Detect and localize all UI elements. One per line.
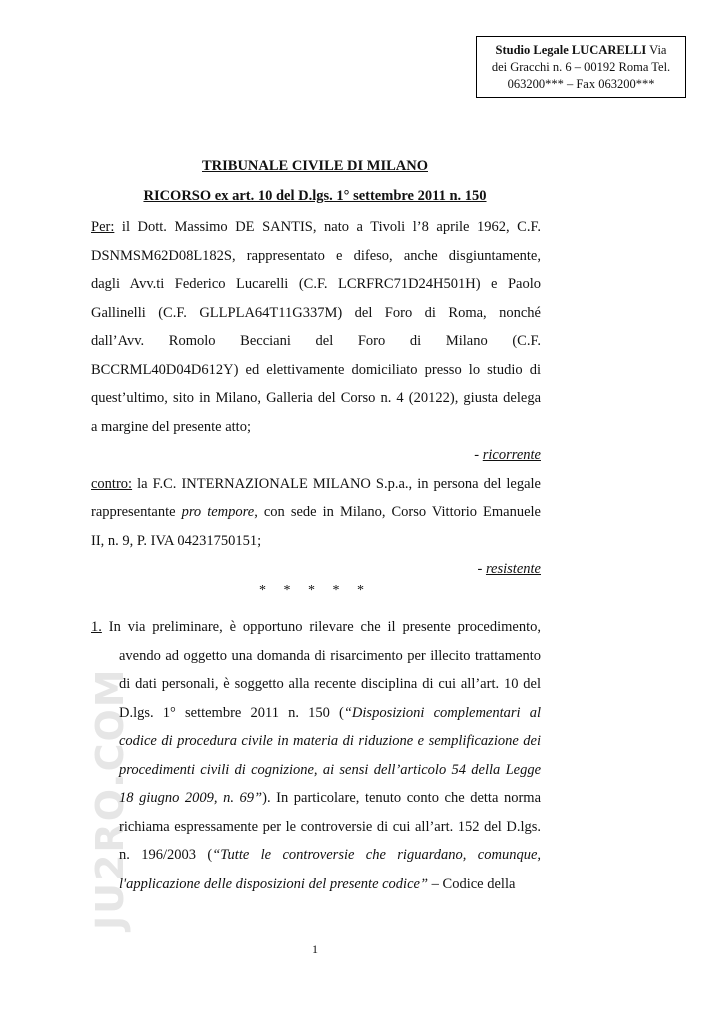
appeal-title: RICORSO ex art. 10 del D.lgs. 1° settembre 2011 n. 150 [143,188,487,204]
para1-line-4 [119,698,541,728]
role-ricorrente-label: ricorrente [482,447,541,463]
contro-label: contro: [91,476,133,492]
contro-text-2a: rappresentante [91,504,182,520]
para1-text-10b: – Codice della [428,876,516,892]
contro-line-2 [91,497,541,527]
court-title: TRIBUNALE CIVILE DI MILANO [202,158,428,174]
para1-line-8: richiama espressamente per le controversie di cui all’art. 152 del D.lgs. [119,819,541,835]
per-line-7: quest’ultimo, sito in Milano, Galleria del Corso n. 4 (20122), giusta delega [91,390,541,406]
page-number: 1 [312,942,318,956]
per-text-1: il Dott. Massimo DE SANTIS, nato a Tivoli l’8 aprile 1962, C.F. [114,219,541,235]
section-separator: * * * * * [259,583,371,598]
para1-text-7b: ). In particolare, tenuto conto che detta norma [262,790,542,806]
per-line-1 [91,212,541,242]
para1-line-9 [119,840,541,870]
para1-text-4i: “Disposizioni complementari al [343,705,541,721]
contro-line-3: II, n. 9, P. IVA 04231750151; [91,533,262,549]
para1-text-9i: “Tutte le controversie che riguardano, comunque, [212,847,542,863]
para1-line-6: procedimenti civili di cognizione, ai sensi dell’articolo 54 della Legge [119,762,541,778]
per-line-4: Gallinelli (C.F. GLLPLA64T11G337M) del Foro di Roma, nonché [91,305,541,321]
letterhead-via: Via [646,43,667,57]
per-label: Per: [91,219,115,235]
letterhead-line-3: 063200*** – Fax 063200*** [507,77,655,91]
para1-line-5: codice di procedura civile in materia di riduzione e semplificazione dei [119,733,541,749]
role-resistente [91,554,541,584]
role-ricorrente [91,440,541,470]
role-dash: - [477,561,486,577]
contro-text-1: la F.C. INTERNAZIONALE MILANO S.p.a., in persona del legale [132,476,541,492]
para1-line-3: di dati personali, è soggetto alla recente disciplina di cui all’art. 10 del [119,676,541,692]
firm-name: Studio Legale LUCARELLI [495,43,647,57]
pro-tempore: pro tempore [181,504,255,520]
role-dash: - [474,447,483,463]
para1-line-7 [119,783,541,813]
para1-text-9a: n. 196/2003 ( [119,847,213,863]
para1-text-7i: 18 giugno 2009, n. 69” [119,790,263,806]
para1-line-1 [91,612,541,642]
para1-text-4a: D.lgs. 1° settembre 2011 n. 150 ( [119,705,344,721]
role-resistente-label: resistente [485,561,541,577]
watermark-text: JU2RO.COM [88,667,132,930]
per-line-8: a margine del presente atto; [91,419,251,435]
contro-text-2b: , con sede in Milano, Corso Vittorio Emanuele [254,504,541,520]
letterhead-line-2: dei Gracchi n. 6 – 00192 Roma Tel. [491,60,671,74]
per-line-6: BCCRML40D04D612Y) ed elettivamente domiciliato presso lo studio di [91,362,541,378]
para1-text-1: In via preliminare, è opportuno rilevare che il presente procedimento, [101,619,541,635]
para1-number: 1. [91,619,102,635]
letterhead-box [476,36,686,98]
para1-line-10 [119,869,541,899]
per-line-3: dagli Avv.ti Federico Lucarelli (C.F. LCRFRC71D24H501H) e Paolo [91,276,541,292]
para1-line-2: avendo ad oggetto una domanda di risarcimento per illecito trattamento [119,648,541,664]
per-line-5: dall’Avv. Romolo Becciani del Foro di Milano (C.F. [91,333,541,349]
letterhead-line-1 [477,42,685,59]
para1-text-10i: l'applicazione delle disposizioni del presente codice” [119,876,429,892]
contro-line-1 [91,469,541,499]
per-line-2: DSNMSM62D08L182S, rappresentato e difeso, anche disgiuntamente, [91,248,541,264]
